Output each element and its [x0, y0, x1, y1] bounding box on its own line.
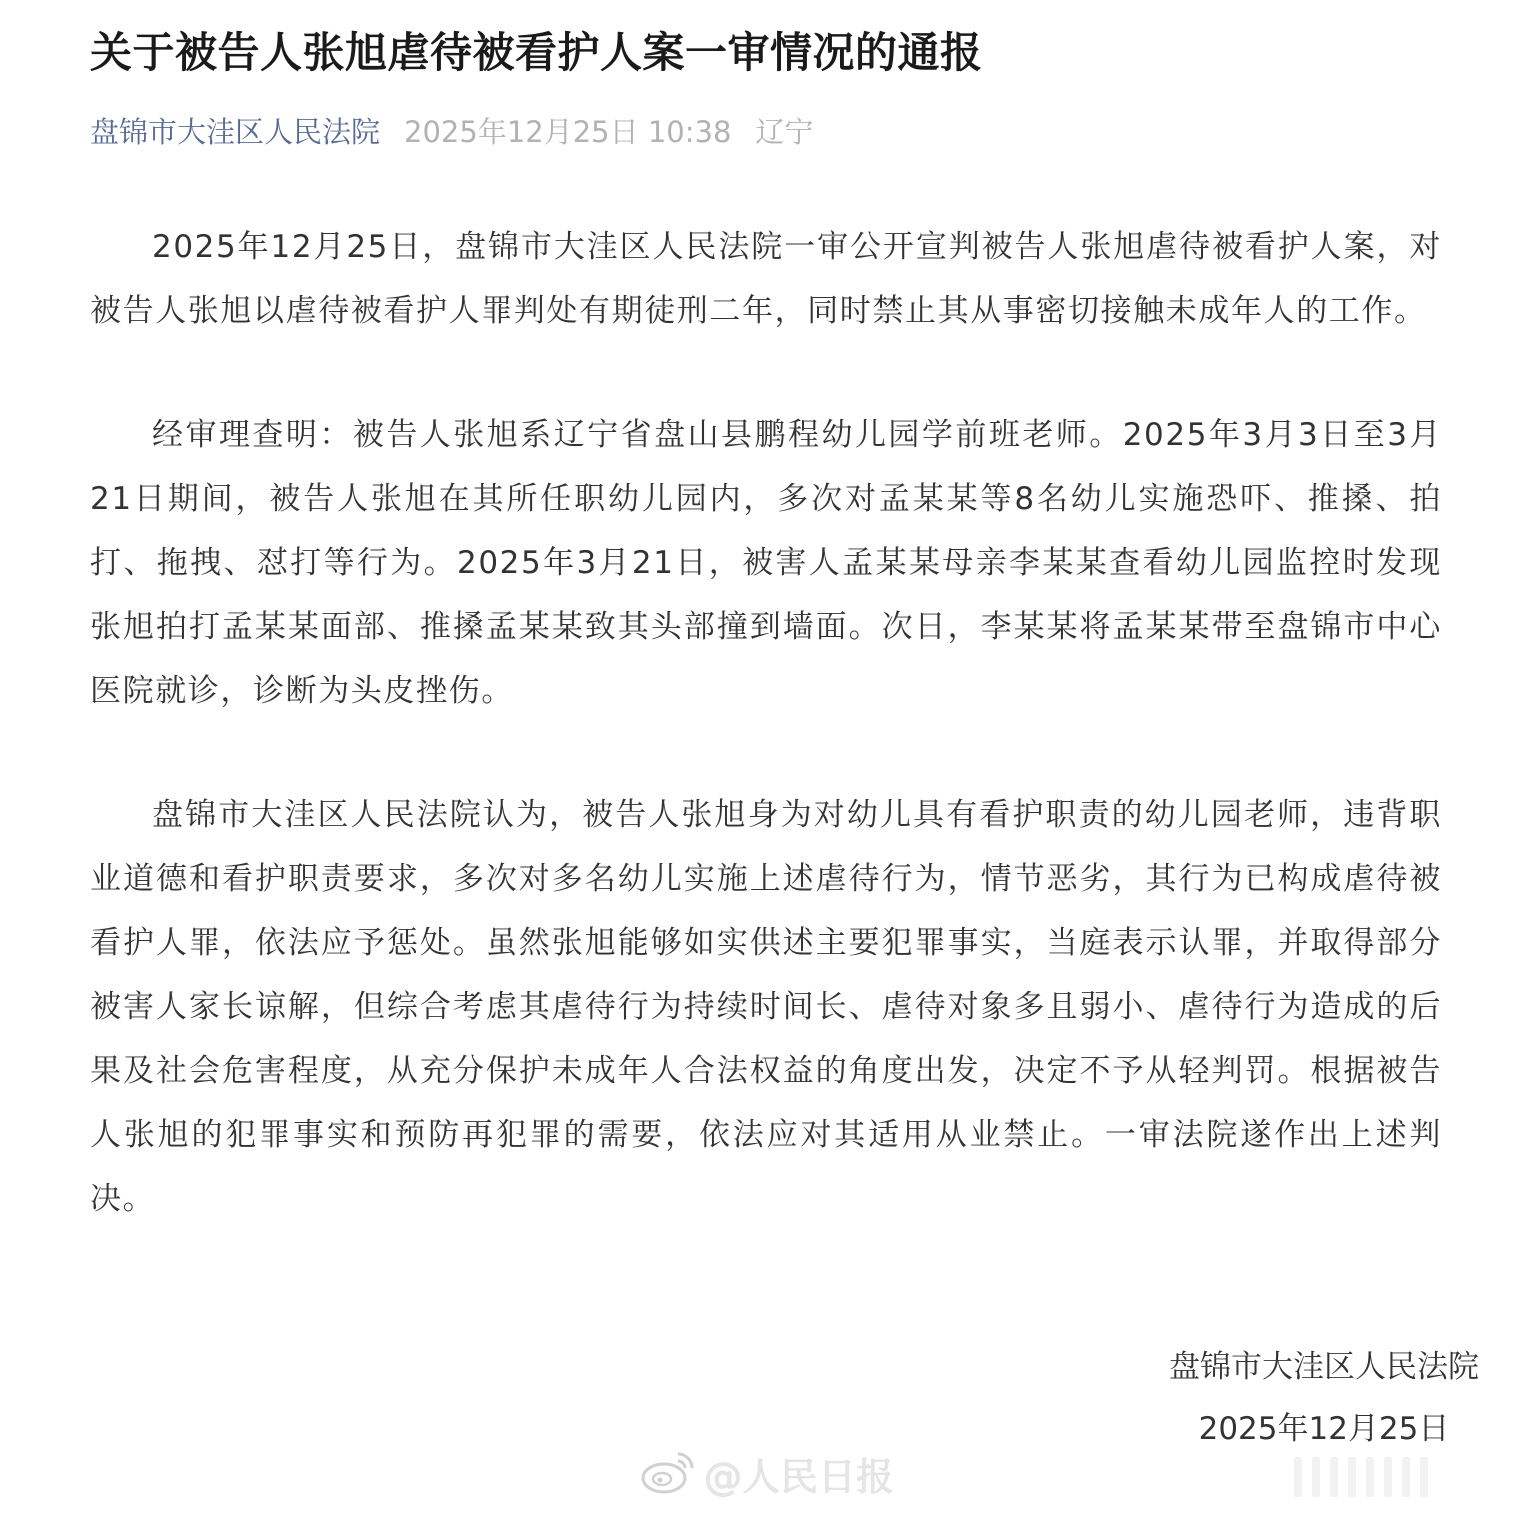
- article-body: [90, 215, 1442, 1291]
- author-link[interactable]: 盘锦市大洼区人民法院: [90, 115, 381, 149]
- publish-datetime: 2025年12月25日 10:38: [404, 115, 732, 149]
- publish-region: 辽宁: [755, 115, 814, 149]
- paragraph-verdict: 2025年12月25日，盘锦市大洼区人民法院一审公开宣判被告人张旭虐待被看护人案，对被告人张旭以虐待被看护人罪判处有期徒刑二年，同时禁止其从事密切接触未成年人的工作。: [90, 229, 1442, 329]
- watermark: [640, 1448, 894, 1505]
- blurred-artifact: [1294, 1452, 1534, 1502]
- weibo-logo-icon: [640, 1448, 704, 1505]
- article-title: 关于被告人张旭虐待被看护人案一审情况的通报: [90, 28, 983, 77]
- signature-org: 盘锦市大洼区人民法院: [1169, 1349, 1479, 1385]
- paragraph-court-opinion: 盘锦市大洼区人民法院认为，被告人张旭身为对幼儿具有看护职责的幼儿园老师，违背职业道德和看护职责要求，多次对多名幼儿实施上述虐待行为，情节恶劣，其行为已构成虐待被看护人罪，依法应予惩处。虽然张旭能够如实供述主要犯罪事实，当庭表示认罪，并取得部分被害人家长谅解，但综合考虑其虐待行为持续时间长、虐待对象多且弱小、虐待行为造成的后果及社会危害程度，从充分保护未成年人合法权益的角度出发，决定不予从轻判罚。根据被告人张旭的犯罪事实和预防再犯罪的需要，依法应对其适用从业禁止。一审法院遂作出上述判决。: [90, 797, 1442, 1217]
- paragraph-findings: 经审理查明：被告人张旭系辽宁省盘山县鹏程幼儿园学前班老师。2025年3月3日至3月21日期间，被告人张旭在其所任职幼儿园内，多次对孟某某等8名幼儿实施恐吓、推搡、拍打、拖拽、怼打等行为。2025年3月21日，被害人孟某某母亲李某某查看幼儿园监控时发现张旭拍打孟某某面部、推搡孟某某致其头部撞到墙面。次日，李某某将孟某某带至盘锦市中心医院就诊，诊断为头皮挫伤。: [90, 417, 1442, 709]
- article-meta: [90, 112, 813, 152]
- watermark-text: @人民日报: [704, 1454, 895, 1499]
- signature-date: 2025年12月25日: [1198, 1411, 1450, 1447]
- signature-block: [1114, 1336, 1534, 1460]
